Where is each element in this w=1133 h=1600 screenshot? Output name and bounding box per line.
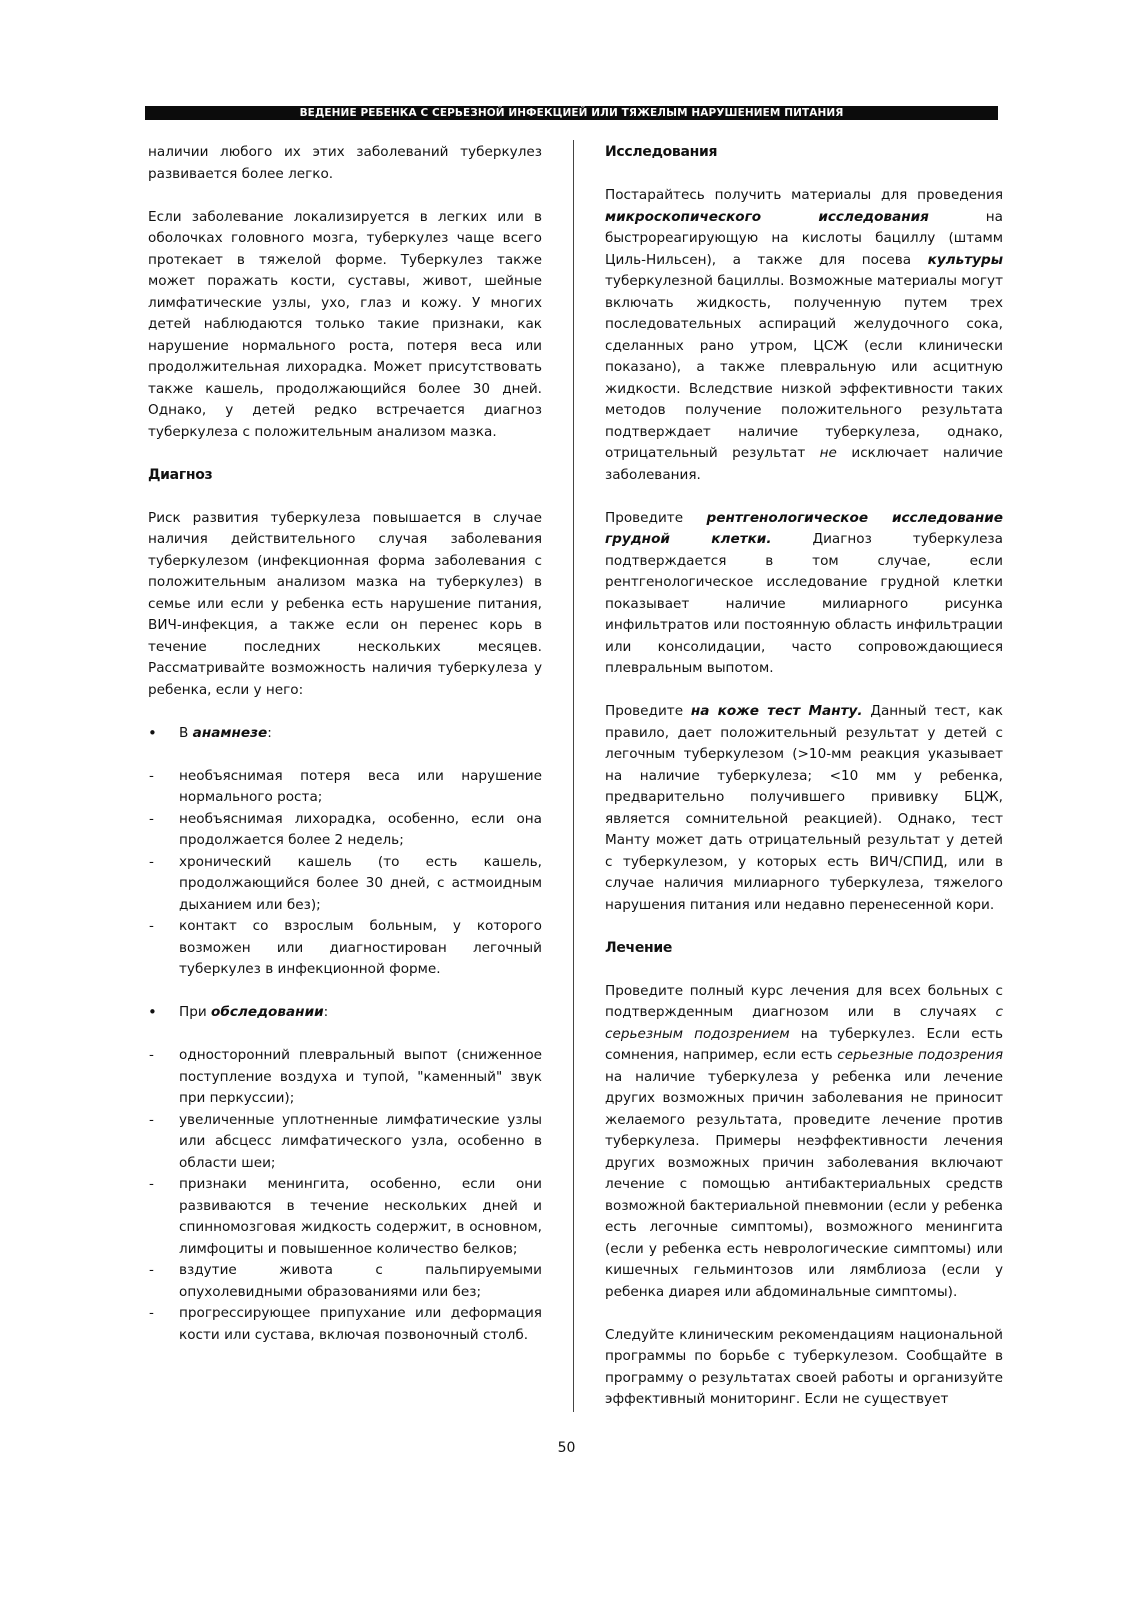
list-item: - вздутие живота с пальпируемыми опухолевидными образованиями или без;	[148, 1260, 542, 1303]
paragraph: Проведите на коже тест Манту. Данный тест, как правило, дает положительный результат у детей с легочным туберкулезом (>10-мм реакция указывает на наличие туберкулеза; <10 мм у ребенка, предварительно получившего прививку БЦЖ, является сомнительной реакцией). Однако, тест Манту может дать отрицательный результат у детей с туберкулезом, у которых есть ВИЧ/СПИД, или в случае наличия милиарного туберкулеза, тяжелого нарушения питания или недавно перенесенной кори.	[605, 703, 1003, 913]
paragraph: Проведите рентгенологическое исследование грудной клетки. Диагноз туберкулеза подтверждается в том случае, если рентгенологическое исследование грудной клетки показывает наличие милиарного рисунка инфильтратов или постоянную область инфильтрации или консолидации, часто сопровождающиеся плевральным выпотом.	[605, 509, 1003, 676]
right-column	[605, 142, 1003, 1432]
paragraph: Следуйте клиническим рекомендациям национальной программы по борьбе с туберкулезом. Сообщайте в программу о результатах своей работы и организуйте эффективный мониторинг. Если не существует	[605, 1326, 1003, 1407]
paragraph: Если заболевание локализируется в легких или в оболочках головного мозга, туберкулез чаще всего протекает в тяжелой форме. Туберкулез также может поражать кости, суставы, живот, шейные лимфатические узлы, ухо, глаз и кожу. У многих детей наблюдаются только такие признаки, как нарушение нормального роста, потеря веса или продолжительная лихорадка. Может присутствовать также кашель, продолжающийся более 30 дней. Однако, у детей редко встречается диагноз туберкулеза с положительным анализом мазка.	[148, 208, 542, 440]
list-item: - необъяснимая лихорадка, особенно, если она продолжается более 2 недель;	[148, 809, 542, 852]
list-item: - признаки менингита, особенно, если они развиваются в течение нескольких дней и спинномозговая жидкость содержит, в основном, лимфоциты и повышенное количество белков;	[148, 1174, 542, 1260]
list-item: - необъяснимая потеря веса или нарушение нормального роста;	[148, 766, 542, 809]
section-heading-treatment: Лечение	[605, 939, 673, 956]
paragraph: Риск развития туберкулеза повышается в случае наличия действительного случая заболевания туберкулезом (инфекционная форма заболевания с положительным анализом мазка на туберкулез) в семье или если у ребенка есть нарушение питания, ВИЧ-инфекция, а также если он перенес корь в течение последних нескольких месяцев. Рассматривайте возможность наличия туберкулеза у ребенка, если у него:	[148, 509, 542, 698]
list-item: - односторонний плевральный выпот (сниженное поступление воздуха и тупой, "каменный" звук при перкуссии);	[148, 1045, 542, 1110]
section-heading-diagnosis: Диагноз	[148, 466, 213, 483]
page-number: 50	[557, 1440, 576, 1456]
bullet-list	[148, 1002, 542, 1024]
list-item: - прогрессирующее припухание или деформация кости или сустава, включая позвоночный столб.	[148, 1303, 542, 1346]
anamnesis-list	[148, 766, 542, 981]
section-heading-research: Исследования	[605, 144, 718, 160]
list-item: - увеличенные уплотненные лимфатические узлы или абсцесс лимфатического узла, особенно в области шеи;	[148, 1110, 542, 1175]
list-item: - контакт со взрослым больным, у которого возможен или диагностирован легочный туберкулез в инфекционной форме.	[148, 916, 542, 981]
examination-list	[148, 1045, 542, 1346]
paragraph: Проведите полный курс лечения для всех больных с подтвержденным диагнозом или в случаях с серьезным подозрением на туберкулез. Если есть сомнения, например, если есть серьезные подозрения на наличие туберкулеза у ребенка или лечение других возможных причин заболевания не приносит желаемого результата, проведите лечение против туберкулеза. Примеры неэффективности лечения других возможных причин заболевания включают лечение с помощью антибактериальных средств возможной бактериальной пневмонии (если у ребенка есть легочные симптомы), возможного менингита (если у ребенка есть неврологические симптомы) или кишечных гельминтозов или лямблиоза (если у ребенка диарея или абдоминальные симптомы).	[605, 982, 1003, 1300]
bullet-item-examination: • При обследовании:	[148, 1002, 542, 1024]
list-item: - хронический кашель (то есть кашель, продолжающийся более 30 дней, с астмоидным дыханием или без);	[148, 852, 542, 917]
paragraph: наличии любого их этих заболеваний туберкулез развивается более легко.	[148, 144, 542, 182]
column-divider	[573, 140, 574, 1412]
bullet-list	[148, 723, 542, 745]
bullet-item-anamnesis: • В анамнезе:	[148, 723, 542, 745]
left-column	[148, 142, 542, 1368]
paragraph: Постарайтесь получить материалы для проведения микроскопического исследования на быстрореагирующую на кислоты бациллу (штамм Циль-Нильсен), а также для посева культуры туберкулезной бациллы. Возможные материалы могут включать жидкость, полученную путем трех последовательных аспираций желудочного сока, сделанных рано утром, ЦСЖ (если клинически показано), а также плевральную или асцитную жидкости. Вследствие низкой эффективности таких методов получение положительного результата подтверждает наличие туберкулеза, однако, отрицательный результат не исключает наличие заболевания.	[605, 187, 1003, 483]
page-header: ВЕДЕНИЕ РЕБЕНКА С СЕРЬЕЗНОЙ ИНФЕКЦИЕЙ ИЛИ ТЯЖЕЛЫМ НАРУШЕНИЕМ ПИТАНИЯ	[145, 106, 998, 120]
